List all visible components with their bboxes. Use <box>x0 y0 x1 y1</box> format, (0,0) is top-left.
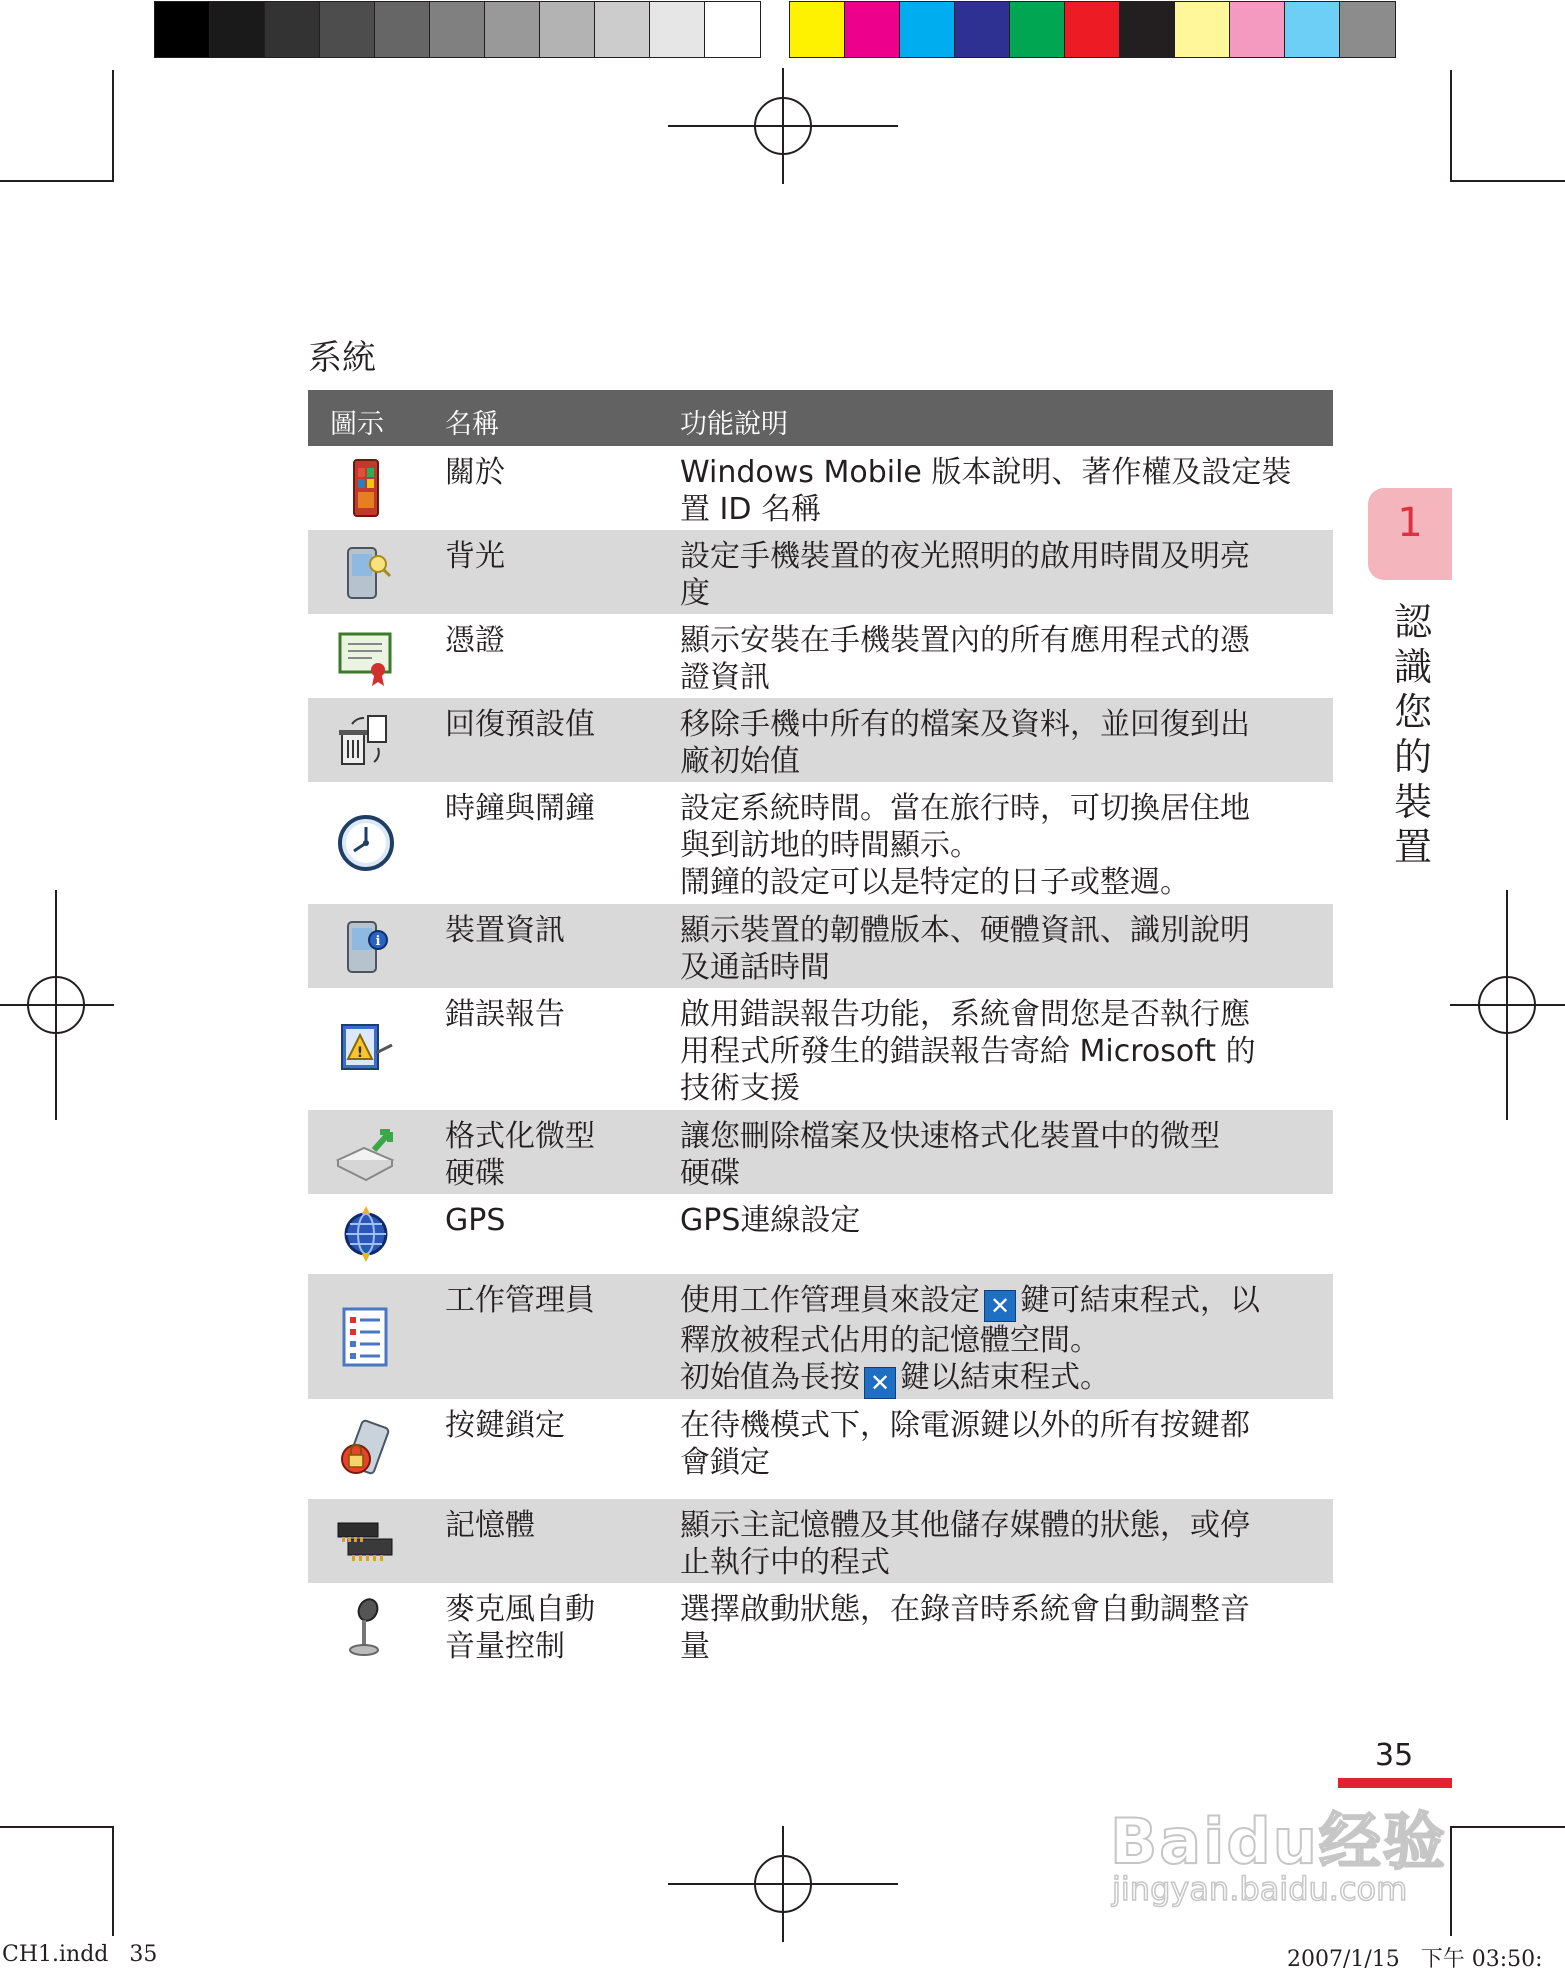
row-description-line: 量 <box>680 1629 710 1664</box>
row-description <box>680 622 1320 696</box>
ok-close-key-icon: ✕ <box>864 1367 896 1399</box>
row-description-line: 廠初始值 <box>680 744 800 779</box>
row-name-line: 錯誤報告 <box>445 997 565 1032</box>
header-name: 名稱 <box>445 409 499 440</box>
row-description <box>680 996 1320 1107</box>
row-description <box>680 538 1320 612</box>
table-header <box>308 390 1333 446</box>
svg-text:i: i <box>375 934 381 949</box>
chapter-title-char: 您 <box>1393 690 1432 734</box>
chapter-title <box>1393 600 1433 870</box>
row-name <box>445 1591 655 1665</box>
row-description <box>680 1407 1320 1481</box>
row-name <box>445 1282 655 1319</box>
gray-swatch <box>595 2 650 57</box>
registration-mark-right <box>1450 890 1565 1120</box>
row-name-line: 按鍵鎖定 <box>445 1408 565 1443</box>
key-lock-icon <box>334 1417 398 1481</box>
row-description <box>680 912 1320 986</box>
watermark-url: jingyan.baidu.com <box>1112 1870 1408 1908</box>
row-name-line: 關於 <box>445 455 505 490</box>
registration-mark-top <box>668 68 898 184</box>
row-description <box>680 454 1320 528</box>
row-description-line <box>680 1322 1320 1359</box>
table-body <box>308 446 1333 1673</box>
row-description-line: 顯示主記憶體及其他儲存媒體的狀態，或停 <box>680 1508 1250 1543</box>
row-name <box>445 790 655 827</box>
svg-text:!: ! <box>356 1045 364 1061</box>
row-description-line: 讓您刪除檔案及快速格式化裝置中的微型 <box>680 1119 1220 1154</box>
row-name-line: 格式化微型 <box>445 1119 595 1154</box>
table-row <box>308 614 1333 698</box>
row-name <box>445 1407 655 1444</box>
table-row <box>308 1499 1333 1583</box>
row-name <box>445 622 655 659</box>
gray-swatch <box>705 2 760 57</box>
format-card-icon <box>334 1120 398 1184</box>
table-row <box>308 446 1333 530</box>
row-description-line: 設定手機裝置的夜光照明的啟用時間及明亮 <box>680 539 1250 574</box>
color-swatch <box>1340 2 1395 57</box>
row-description-line: 技術支援 <box>680 1071 800 1106</box>
system-settings-table <box>308 390 1333 1673</box>
row-name <box>445 996 655 1033</box>
gray-swatch <box>430 2 485 57</box>
chapter-title-char: 識 <box>1393 645 1432 689</box>
table-row <box>308 904 1333 988</box>
gray-swatch <box>155 2 210 57</box>
row-description-line <box>680 1282 1320 1322</box>
row-name-line: 裝置資訊 <box>445 913 565 948</box>
about-icon <box>334 456 398 520</box>
certificates-icon <box>334 624 398 688</box>
row-description-line: GPS連線設定 <box>680 1203 861 1238</box>
gps-icon <box>334 1202 398 1266</box>
microphone-icon <box>334 1596 398 1660</box>
color-swatch <box>1230 2 1285 57</box>
section-title: 系統 <box>308 338 376 378</box>
row-description <box>680 1507 1320 1581</box>
row-description <box>680 1282 1320 1399</box>
row-name-line: 記憶體 <box>445 1508 535 1543</box>
row-description <box>680 790 1320 901</box>
color-swatch <box>845 2 900 57</box>
color-swatch <box>900 2 955 57</box>
header-desc: 功能說明 <box>680 409 788 440</box>
chapter-title-char: 認 <box>1393 600 1432 644</box>
row-description-line: 移除手機中所有的檔案及資料，並回復到出 <box>680 707 1250 742</box>
color-swatch <box>955 2 1010 57</box>
error-report-icon <box>334 1017 398 1081</box>
table-row <box>308 1274 1333 1399</box>
row-name-line: 時鐘與鬧鐘 <box>445 791 595 826</box>
memory-icon <box>334 1509 398 1573</box>
row-name-line: GPS <box>445 1203 506 1238</box>
table-row <box>308 988 1333 1110</box>
row-description-text: 初始值為長按 <box>680 1360 860 1395</box>
row-name <box>445 1202 655 1239</box>
page-number: 35 <box>1375 1738 1414 1773</box>
row-description <box>680 1118 1320 1192</box>
row-description-line: 及通話時間 <box>680 950 830 985</box>
row-description-line: 置 ID 名稱 <box>680 492 822 527</box>
gray-swatch <box>375 2 430 57</box>
row-description-line: 度 <box>680 576 710 611</box>
row-description-line <box>680 1359 1320 1399</box>
row-description-line: 止執行中的程式 <box>680 1545 890 1580</box>
color-swatch <box>1065 2 1120 57</box>
row-name-line: 音量控制 <box>445 1629 565 1664</box>
row-description-line: 用程式所發生的錯誤報告寄給 Microsoft 的 <box>680 1034 1256 1069</box>
table-row <box>308 782 1333 904</box>
color-swatch <box>1285 2 1340 57</box>
table-row <box>308 1583 1333 1673</box>
page-number-bar <box>1338 1778 1452 1788</box>
row-description-line: 證資訊 <box>680 660 770 695</box>
row-description <box>680 706 1320 780</box>
registration-mark-left <box>0 890 114 1120</box>
row-name <box>445 706 655 743</box>
row-name <box>445 454 655 491</box>
backlight-icon <box>334 540 398 604</box>
table-row <box>308 1399 1333 1499</box>
registration-mark-bottom <box>668 1826 898 1942</box>
gray-swatch <box>210 2 265 57</box>
row-description-line: 在待機模式下，除電源鍵以外的所有按鍵都 <box>680 1408 1250 1443</box>
row-name-line: 背光 <box>445 539 505 574</box>
row-name-line: 回復預設值 <box>445 707 595 742</box>
row-description-line: 硬碟 <box>680 1156 740 1191</box>
footer-file-slug: CH1.indd 35 <box>2 1942 158 1967</box>
chapter-title-char: 裝 <box>1393 780 1432 824</box>
chapter-number: 1 <box>1397 500 1423 546</box>
row-description-line: Windows Mobile 版本說明、著作權及設定裝 <box>680 455 1292 490</box>
row-description-line: 顯示裝置的韌體版本、硬體資訊、識別說明 <box>680 913 1250 948</box>
header-icon: 圖示 <box>330 409 384 440</box>
gray-swatch <box>320 2 375 57</box>
clock-icon <box>334 811 398 875</box>
ok-close-key-icon: ✕ <box>984 1290 1016 1322</box>
row-description-text: 使用工作管理員來設定 <box>680 1283 980 1318</box>
table-row <box>308 1110 1333 1194</box>
table-row <box>308 698 1333 782</box>
row-name <box>445 1507 655 1544</box>
row-description <box>680 1202 1320 1239</box>
color-swatch <box>790 2 845 57</box>
row-description-text: 釋放被程式佔用的記憶體空間。 <box>680 1323 1100 1358</box>
row-description-line: 與到訪地的時間顯示。 <box>680 828 980 863</box>
table-row <box>308 1194 1333 1274</box>
row-description-line: 選擇啟動狀態，在錄音時系統會自動調整音 <box>680 1592 1250 1627</box>
gray-swatch <box>540 2 595 57</box>
color-swatch <box>1175 2 1230 57</box>
chapter-title-char: 的 <box>1393 735 1432 779</box>
row-description-line: 啟用錯誤報告功能，系統會問您是否執行應 <box>680 997 1250 1032</box>
row-name <box>445 912 655 949</box>
row-name <box>445 538 655 575</box>
device-info-icon <box>334 914 398 978</box>
row-name-line: 憑證 <box>445 623 505 658</box>
gray-swatch <box>650 2 705 57</box>
task-manager-icon <box>334 1305 398 1369</box>
gray-swatch <box>485 2 540 57</box>
row-description-text: 鍵以結束程式。 <box>900 1360 1110 1395</box>
row-description-line: 鬧鐘的設定可以是特定的日子或整週。 <box>680 865 1190 900</box>
gray-swatch <box>265 2 320 57</box>
row-name <box>445 1118 655 1192</box>
watermark-logo: Baidu经验 <box>1110 1805 1447 1878</box>
row-name-line: 麥克風自動 <box>445 1592 595 1627</box>
table-row <box>308 530 1333 614</box>
row-description-text: 鍵可結束程式，以 <box>1020 1283 1260 1318</box>
row-name-line: 工作管理員 <box>445 1283 595 1318</box>
row-description-line: 顯示安裝在手機裝置內的所有應用程式的憑 <box>680 623 1250 658</box>
chapter-title-char: 置 <box>1393 825 1432 869</box>
reset-icon <box>334 708 398 772</box>
footer-date-slug: 2007/1/15 下午 03:50: <box>1287 1947 1543 1972</box>
row-description-line: 設定系統時間。當在旅行時，可切換居住地 <box>680 791 1250 826</box>
color-swatch <box>1010 2 1065 57</box>
row-description-line: 會鎖定 <box>680 1445 770 1480</box>
row-name-line: 硬碟 <box>445 1156 505 1191</box>
row-description <box>680 1591 1320 1665</box>
color-swatch <box>1120 2 1175 57</box>
